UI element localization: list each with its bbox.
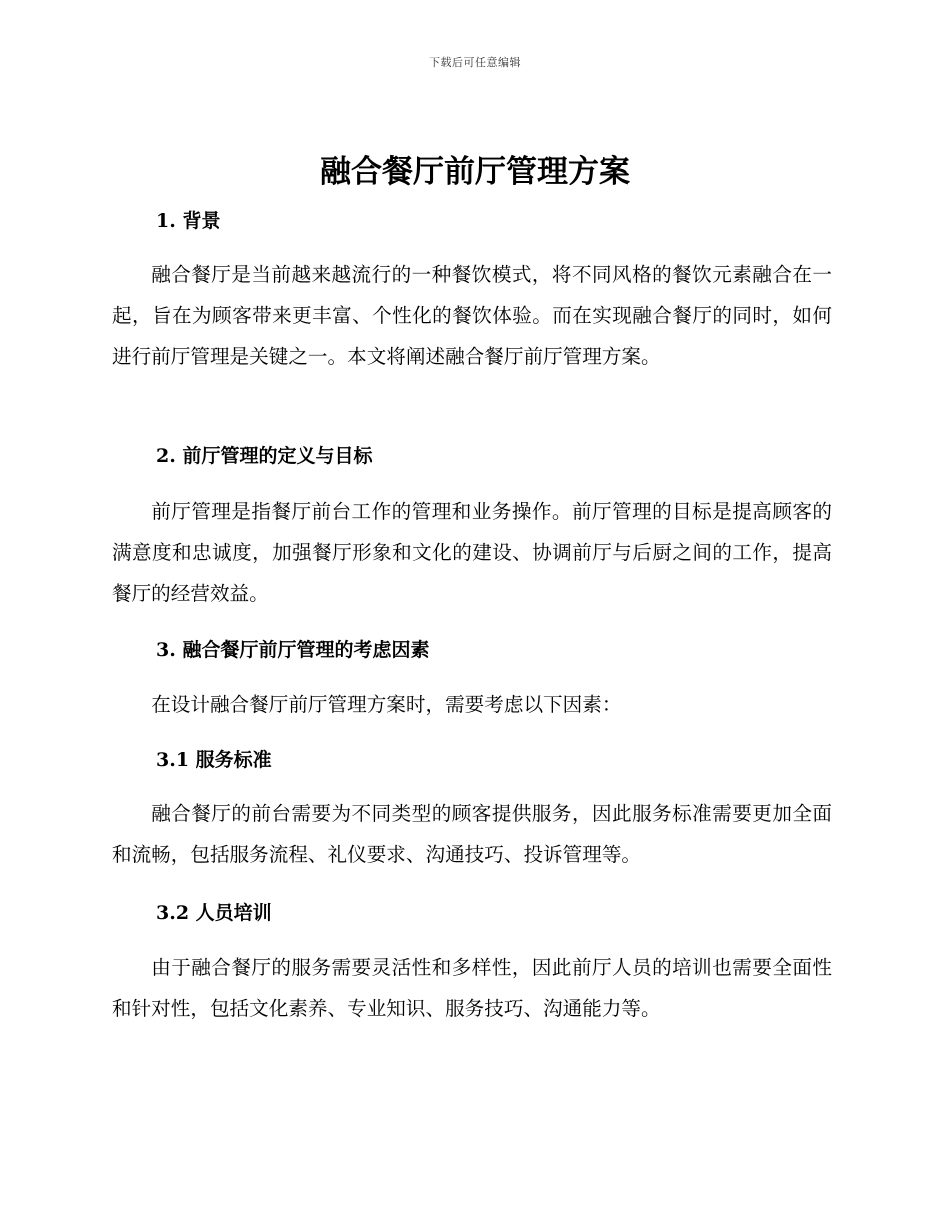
section-heading-background: 1. 背景 bbox=[156, 210, 221, 232]
section-paragraph-definition: 前厅管理是指餐厅前台工作的管理和业务操作。前厅管理的目标是提高顾客的满意度和忠诚度，加强餐厅形象和文化的建设、协调前厅与后厨之间的工作，提高餐厅的经营效益。 bbox=[112, 500, 832, 605]
section-paragraph-background: 融合餐厅是当前越来越流行的一种餐饮模式，将不同风格的餐饮元素融合在一起，旨在为顾客带来更丰富、个性化的餐饮体验。而在实现融合餐厅的同时，如何进行前厅管理是关键之一。本文将阐述融合餐厅前厅管理方案。 bbox=[112, 263, 832, 368]
section-paragraph-factors: 在设计融合餐厅前厅管理方案时，需要考虑以下因素： bbox=[151, 693, 622, 716]
section-heading-factors: 3. 融合餐厅前厅管理的考虑因素 bbox=[156, 639, 430, 661]
section-paragraph-staff-training: 由于融合餐厅的服务需要灵活性和多样性，因此前厅人员的培训也需要全面性和针对性，包括文化素养、专业知识、服务技巧、沟通能力等。 bbox=[112, 956, 832, 1020]
header-note: 下载后可任意编辑 bbox=[429, 56, 521, 69]
document-title: 融合餐厅前厅管理方案 bbox=[320, 154, 630, 190]
section-heading-service-standard: 3.1 服务标准 bbox=[156, 749, 272, 771]
section-paragraph-service-standard: 融合餐厅的前台需要为不同类型的顾客提供服务，因此服务标准需要更加全面和流畅，包括服务流程、礼仪要求、沟通技巧、投诉管理等。 bbox=[112, 802, 832, 866]
section-heading-definition: 2. 前厅管理的定义与目标 bbox=[156, 445, 373, 467]
section-heading-staff-training: 3.2 人员培训 bbox=[156, 902, 272, 924]
